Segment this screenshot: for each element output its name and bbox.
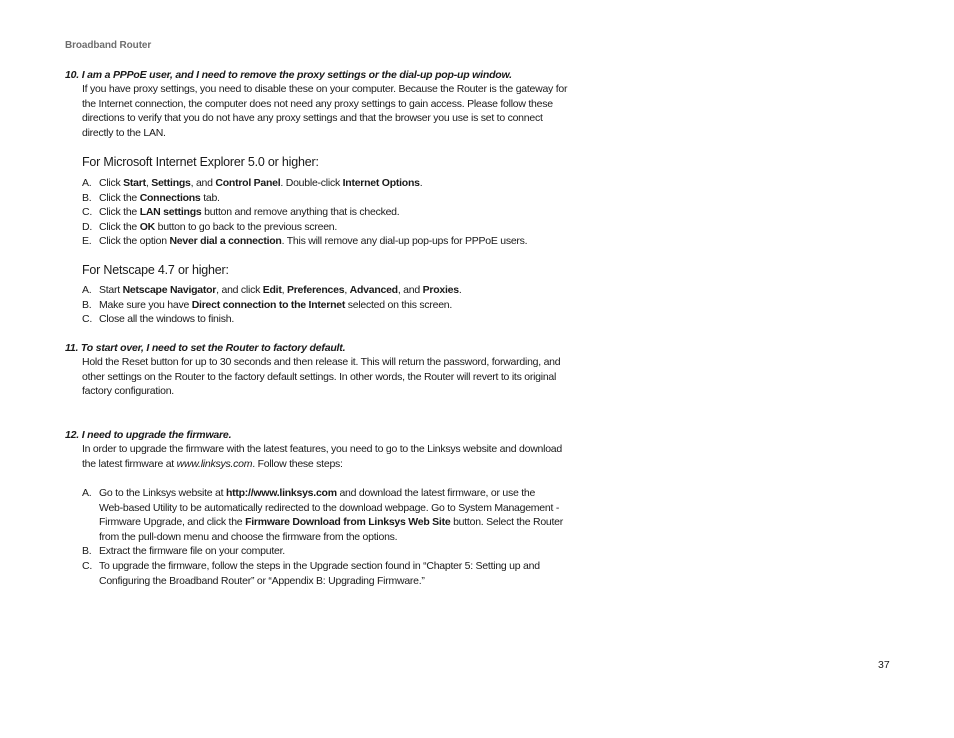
- question-10-intro: [82, 82, 592, 140]
- text-line: Hold the Reset button for up to 30 seconds and then release it. This will return the password, forwarding, and: [82, 356, 561, 368]
- step-text: button to go back to the previous screen.: [154, 220, 338, 233]
- step-text: Start: [99, 284, 123, 296]
- question-11-title: 11. To start over, I need to set the Router to factory default.: [65, 342, 346, 354]
- step-text: ,: [281, 284, 287, 296]
- list-marker: A.: [82, 177, 92, 189]
- ui-term: Control Panel: [215, 177, 281, 189]
- ui-term: Proxies: [422, 284, 459, 296]
- list-marker: C.: [82, 313, 92, 326]
- step-text: To upgrade the firmware, follow the steps in the Upgrade section found in “Chapter 5: Setting up and: [99, 559, 540, 572]
- list-marker: A.: [82, 284, 92, 296]
- step-text: Click the: [99, 206, 140, 219]
- step-text: Close all the windows to finish.: [99, 313, 234, 326]
- step-text: Make sure you have: [99, 298, 192, 311]
- text-line: directions to verify that you do not have any proxy settings and that the browser you use is set to connect: [82, 112, 543, 125]
- step-text: Click the: [99, 220, 140, 233]
- list-item: [82, 283, 602, 298]
- list-item: [82, 544, 602, 559]
- step-text: . This will remove any dial-up pop-ups for PPPoE users.: [281, 235, 528, 248]
- text-line: the latest firmware at: [82, 457, 177, 470]
- list-item: [82, 176, 602, 191]
- step-text: ,: [145, 177, 152, 189]
- step-text: .: [458, 284, 462, 296]
- step-text: , and click: [216, 284, 263, 296]
- ui-term: Settings: [151, 177, 191, 189]
- step-text: Configuring the Broadband Router” or “Appendix B: Upgrading Firmware.”: [99, 574, 425, 587]
- ie-heading: For Microsoft Internet Explorer 5.0 or higher:: [82, 155, 319, 169]
- step-text: and download the latest firmware, or use the: [336, 487, 536, 499]
- step-text: . Double-click: [280, 177, 343, 189]
- ie-steps-list: [82, 176, 602, 249]
- text-line: If you have proxy settings, you need to disable these on your computer. Because the Router is the gateway for: [82, 83, 568, 95]
- website-url[interactable]: http://www.linksys.com: [225, 487, 337, 499]
- page-number: 37: [878, 659, 890, 671]
- list-item: [82, 486, 602, 544]
- ui-term: LAN settings: [139, 206, 202, 219]
- list-item: [82, 559, 602, 588]
- question-12-title: 12. I need to upgrade the firmware.: [65, 429, 232, 441]
- list-item: [82, 205, 602, 220]
- text-line: directly to the LAN.: [82, 126, 166, 139]
- list-marker: B.: [82, 545, 92, 558]
- list-item: [82, 312, 602, 327]
- ui-term: Netscape Navigator: [122, 284, 217, 296]
- step-text: tab.: [200, 191, 220, 204]
- question-10-title: 10. I am a PPPoE user, and I need to remove the proxy settings or the dial-up pop-up window.: [65, 69, 512, 81]
- step-text: , and: [397, 284, 423, 296]
- website-link[interactable]: www.linksys.com: [176, 457, 253, 470]
- step-text: Click the option: [99, 235, 170, 248]
- question-12-intro: [82, 442, 592, 471]
- running-header: Broadband Router: [65, 40, 152, 51]
- ui-term: Preferences: [286, 284, 345, 296]
- list-item: [82, 234, 602, 249]
- step-text: button and remove anything that is checked.: [201, 206, 400, 219]
- list-marker: B.: [82, 191, 92, 204]
- firmware-steps-list: [82, 486, 602, 588]
- list-marker: D.: [82, 220, 92, 233]
- ui-term: Edit: [262, 284, 282, 296]
- step-text: button. Select the Router: [450, 516, 563, 529]
- ui-term: Internet Options: [342, 177, 420, 189]
- step-text: Firmware Upgrade, and click the: [99, 516, 246, 529]
- step-text: Click the: [99, 191, 140, 204]
- step-text: selected on this screen.: [345, 298, 453, 311]
- ui-term: Firmware Download from Linksys Web Site: [245, 516, 451, 529]
- ui-term: OK: [139, 220, 155, 233]
- step-text: , and: [190, 177, 216, 189]
- ui-term: Start: [123, 177, 146, 189]
- list-marker: B.: [82, 298, 92, 311]
- text-line: . Follow these steps:: [252, 457, 343, 470]
- question-11-body: [82, 355, 592, 399]
- ui-term: Connections: [139, 191, 201, 204]
- text-line: In order to upgrade the firmware with the latest features, you need to go to the Linksys website and download: [82, 443, 562, 455]
- text-line: other settings on the Router to the factory default settings. In other words, the Router will revert to its original: [82, 370, 557, 383]
- list-item: [82, 298, 602, 313]
- ui-term: Never dial a connection: [169, 235, 282, 248]
- step-text: Click: [99, 177, 124, 189]
- step-text: Extract the firmware file on your computer.: [99, 545, 285, 558]
- list-item: [82, 220, 602, 235]
- list-marker: C.: [82, 206, 92, 219]
- step-text: Go to the Linksys website at: [99, 487, 226, 499]
- step-text: .: [419, 177, 423, 189]
- step-text: ,: [344, 284, 350, 296]
- list-marker: C.: [82, 559, 92, 572]
- netscape-heading: For Netscape 4.7 or higher:: [82, 263, 229, 277]
- list-item: [82, 191, 602, 206]
- list-marker: A.: [82, 487, 92, 499]
- ui-term: Advanced: [349, 284, 398, 296]
- step-text: Web-based Utility to be automatically redirected to the download webpage. Go to System Management -: [99, 501, 560, 514]
- ui-term: Direct connection to the Internet: [191, 298, 346, 311]
- text-line: factory configuration.: [82, 385, 174, 398]
- netscape-steps-list: [82, 283, 602, 327]
- step-text: from the pull-down menu and choose the firmware from the options.: [99, 530, 398, 543]
- text-line: the Internet connection, the computer does not need any proxy settings to gain access. Please follow these: [82, 97, 553, 110]
- list-marker: E.: [82, 235, 92, 248]
